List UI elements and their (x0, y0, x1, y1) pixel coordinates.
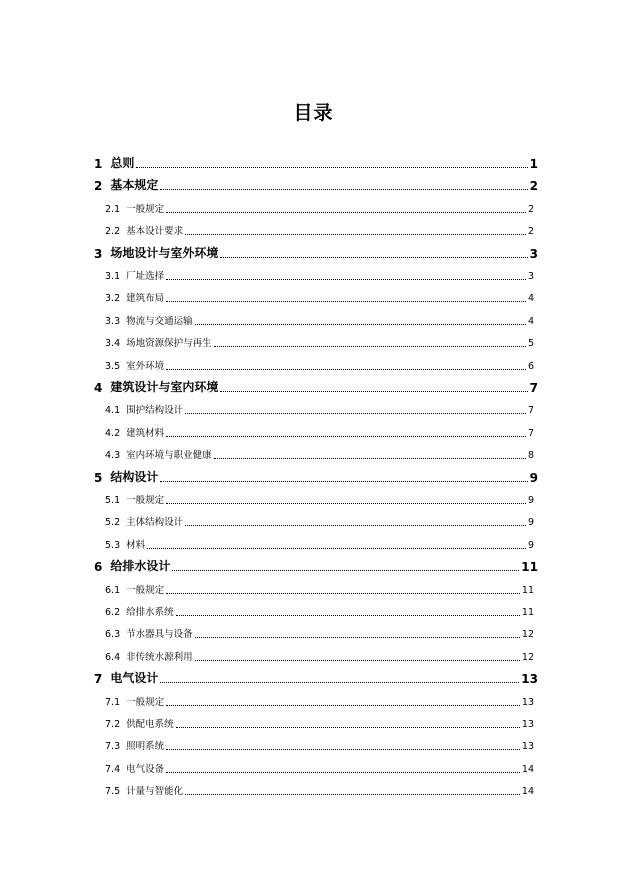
toc-entry-number: 3.3 (105, 315, 121, 327)
toc-entry-number: 7.2 (105, 719, 121, 730)
toc-entry-title: 一般规定 (126, 495, 165, 506)
toc-entry-title: 一般规定 (126, 203, 165, 215)
toc-section-entry[interactable] (105, 649, 534, 663)
toc-entry-number: 2 (94, 179, 103, 194)
toc-page-number: 3 (529, 246, 538, 261)
toc-page-number: 2 (527, 203, 534, 215)
toc-entry-number: 7.5 (105, 786, 121, 798)
toc-page-number: 6 (527, 360, 534, 372)
toc-section-entry[interactable] (105, 716, 534, 730)
toc-entry-title: 基本规定 (110, 178, 159, 193)
toc-section-entry[interactable] (105, 604, 534, 618)
toc-entry-title: 一般规定 (126, 696, 165, 708)
toc-section-entry[interactable] (105, 201, 534, 215)
toc-entry-title: 电气设计 (110, 671, 159, 686)
toc-entry-title: 非传统水源利用 (126, 651, 193, 663)
toc-page-number: 14 (521, 786, 534, 798)
toc-entry-number: 4 (94, 381, 103, 395)
toc-leader-dots (166, 705, 520, 706)
toc-entry-number: 5.3 (105, 539, 121, 551)
toc-section-entry[interactable] (105, 761, 534, 775)
toc-leader-dots (195, 660, 520, 661)
toc-entry-title: 围护结构设计 (126, 405, 184, 417)
toc-entry-title: 电气设备 (126, 763, 165, 775)
toc-section-entry[interactable] (105, 223, 534, 237)
toc-entry-title: 物流与交通运输 (126, 315, 193, 327)
toc-entry-title: 室内环境与职业健康 (126, 450, 212, 462)
toc-entry-number: 5 (94, 470, 103, 485)
toc-entry-number: 3 (94, 246, 103, 261)
toc-entry-title: 建筑设计与室内环境 (110, 380, 219, 394)
toc-entry-number: 7.3 (105, 741, 121, 753)
toc-leader-dots (160, 189, 527, 190)
toc-section-entry[interactable] (105, 268, 534, 282)
toc-entry-number: 6.3 (105, 629, 121, 641)
toc-leader-dots (147, 548, 526, 549)
toc-leader-dots (185, 413, 526, 414)
toc-entry-title: 建筑材料 (126, 427, 165, 439)
toc-entry-number: 2.1 (105, 203, 121, 215)
toc-entry-title: 主体结构设计 (126, 517, 184, 529)
toc-entry-number: 7.1 (105, 696, 121, 708)
toc-entry-number: 3.2 (105, 293, 121, 305)
toc-entry-title: 总则 (110, 156, 135, 170)
toc-entry-title: 一般规定 (126, 584, 165, 596)
toc-page-number: 13 (521, 719, 534, 730)
toc-entry-number: 5.2 (105, 517, 121, 529)
toc-page-number: 9 (527, 517, 534, 529)
toc-section-entry[interactable] (105, 313, 534, 327)
toc-entry-title: 照明系统 (126, 741, 165, 753)
toc-entry-number: 7.4 (105, 763, 121, 775)
toc-entry-number: 3.4 (105, 338, 121, 350)
toc-page-number: 11 (521, 607, 534, 618)
toc-page-number: 12 (521, 629, 534, 641)
toc-entry-number: 2.2 (105, 226, 121, 238)
toc-section-entry[interactable] (105, 447, 534, 461)
toc-chapter-entry[interactable] (94, 244, 538, 261)
toc-leader-dots (166, 369, 526, 370)
toc-page-number: 7 (529, 381, 538, 395)
toc-chapter-entry[interactable] (94, 557, 538, 574)
toc-page-number: 11 (521, 560, 538, 575)
toc-entry-title: 场地资源保护与再生 (126, 338, 212, 350)
toc-entry-number: 6.2 (105, 607, 121, 618)
toc-section-entry[interactable] (105, 335, 534, 349)
toc-page-number: 2 (527, 226, 534, 238)
toc-page-number: 1 (529, 157, 538, 171)
toc-section-entry[interactable] (105, 402, 534, 416)
toc-entry-number: 3.1 (105, 271, 121, 282)
toc-leader-dots (214, 458, 526, 459)
toc-leader-dots (166, 772, 520, 773)
toc-entry-number: 4.3 (105, 450, 121, 462)
toc-leader-dots (160, 682, 519, 683)
page-title: 目录 (293, 102, 334, 124)
toc-entry-title: 厂址选择 (126, 271, 165, 282)
toc-entry-number: 6 (94, 560, 103, 575)
toc-chapter-entry[interactable] (94, 468, 538, 485)
toc-leader-dots (172, 570, 519, 571)
toc-page-number: 14 (521, 763, 534, 775)
toc-section-entry[interactable] (105, 514, 534, 528)
toc-section-entry[interactable] (105, 783, 534, 797)
toc-leader-dots (166, 593, 520, 594)
toc-leader-dots (166, 301, 526, 302)
toc-page-number: 4 (527, 315, 534, 327)
toc-leader-dots (176, 727, 520, 728)
toc-section-entry[interactable] (105, 492, 534, 506)
toc-chapter-entry[interactable] (94, 176, 538, 193)
toc-section-entry[interactable] (105, 694, 534, 708)
toc-section-entry[interactable] (105, 537, 534, 551)
toc-entry-number: 5.1 (105, 495, 121, 506)
toc-leader-dots (195, 324, 526, 325)
toc-page-number: 9 (527, 495, 534, 506)
toc-page-number: 11 (521, 584, 534, 596)
toc-page-number: 4 (527, 293, 534, 305)
toc-leader-dots (176, 615, 520, 616)
toc-entry-title: 结构设计 (110, 469, 159, 484)
toc-leader-dots (185, 525, 526, 526)
toc-page-number: 5 (527, 338, 534, 350)
toc-leader-dots (166, 503, 526, 504)
toc-entry-number: 4.1 (105, 405, 121, 417)
toc-entry-number: 7 (94, 672, 103, 687)
toc-entry-title: 节水器具与设备 (126, 629, 193, 641)
toc-entry-title: 材料 (126, 539, 146, 551)
toc-leader-dots (160, 481, 527, 482)
toc-section-entry[interactable] (105, 626, 534, 640)
toc-page-number: 13 (521, 741, 534, 753)
toc-leader-dots (166, 279, 526, 280)
toc-entry-number: 3.5 (105, 360, 121, 372)
toc-entry-title: 室外环境 (126, 360, 165, 372)
toc-entry-number: 6.4 (105, 651, 121, 663)
toc-leader-dots (185, 234, 526, 235)
toc-leader-dots (185, 794, 520, 795)
toc-section-entry[interactable] (105, 738, 534, 752)
toc-section-entry[interactable] (105, 425, 534, 439)
toc-entry-title: 给排水系统 (126, 607, 174, 618)
toc-entry-title: 供配电系统 (126, 719, 174, 730)
toc-section-entry[interactable] (105, 290, 534, 304)
toc-leader-dots (136, 167, 527, 168)
toc-page-number: 13 (521, 672, 538, 687)
toc-page-number: 9 (529, 470, 538, 485)
toc-leader-dots (214, 346, 526, 347)
toc-entry-title: 基本设计要求 (126, 226, 184, 238)
toc-page-number: 12 (521, 651, 534, 663)
toc-page-number: 2 (529, 179, 538, 194)
toc-entry-number: 4.2 (105, 427, 121, 439)
toc-page-number: 13 (521, 696, 534, 708)
toc-entry-title: 场地设计与室外环境 (110, 245, 219, 260)
toc-entry-title: 给排水设计 (110, 559, 171, 574)
toc-section-entry[interactable] (105, 582, 534, 596)
toc-chapter-entry[interactable] (94, 154, 538, 171)
toc-leader-dots (166, 212, 526, 213)
toc-section-entry[interactable] (105, 358, 534, 372)
toc-page-number: 9 (527, 539, 534, 551)
toc-entry-title: 建筑布局 (126, 293, 165, 305)
toc-page-number: 3 (527, 271, 534, 282)
toc-leader-dots (220, 257, 527, 258)
toc-leader-dots (166, 749, 520, 750)
toc-entry-title: 计量与智能化 (126, 786, 184, 798)
toc-entry-number: 6.1 (105, 584, 121, 596)
toc-page-number: 8 (527, 450, 534, 462)
toc-page-number: 7 (527, 427, 534, 439)
toc-leader-dots (220, 391, 527, 392)
toc-chapter-entry[interactable] (94, 378, 538, 395)
toc-chapter-entry[interactable] (94, 669, 538, 686)
toc-entry-number: 1 (94, 157, 103, 171)
toc-page-number: 7 (527, 405, 534, 417)
toc-leader-dots (195, 637, 520, 638)
toc-leader-dots (166, 436, 526, 437)
